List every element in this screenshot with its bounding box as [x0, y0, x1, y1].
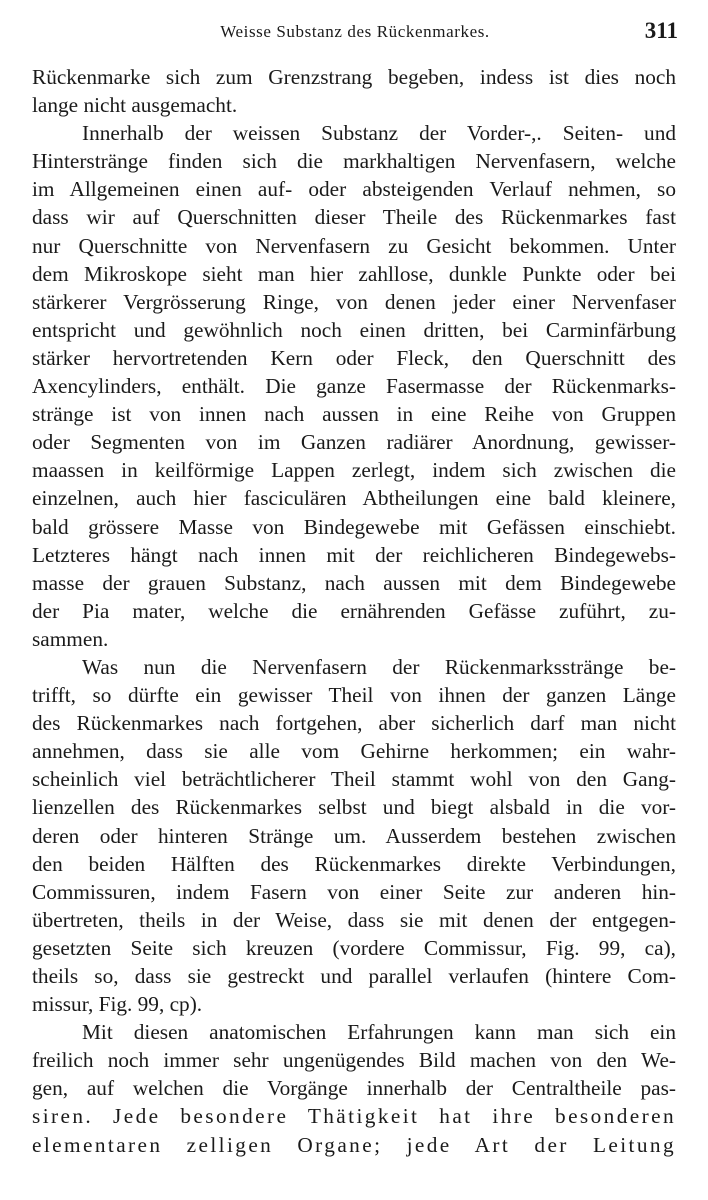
text-line: stränge ist von innen nach aussen in eine Reihe von Gruppen: [32, 402, 676, 427]
paragraph-2: [32, 119, 676, 653]
text-line: übertreten, theils in der Weise, dass sie mit denen der entgegen-: [32, 907, 676, 932]
text-line: scheinlich viel beträchtlicherer Theil stammt wohl von den Gang-: [32, 767, 676, 792]
text-line: trifft, so dürfte ein gewisser Theil von ihnen der ganzen Länge: [32, 683, 676, 708]
page-number: 311: [644, 18, 678, 43]
text-line: annehmen, dass sie alle vom Gehirne herkommen; ein wahr-: [32, 739, 676, 764]
text-line: stärker hervortretenden Kern oder Fleck, den Querschnitt des: [32, 345, 676, 370]
paragraph-4: [32, 1018, 676, 1158]
body-text: [32, 63, 676, 1159]
text-line: oder Segmenten von im Ganzen radiärer Anordnung, gewisser-: [32, 430, 676, 455]
text-line: Was nun die Nervenfasern der Rückenmarksstränge be-: [82, 654, 676, 679]
text-line: Hinterstränge finden sich die markhaltigen Nervenfasern, welche: [32, 149, 676, 174]
text-line: elementaren zelligen Organe; jede Art der Leitung: [32, 1132, 676, 1157]
text-line: Commissuren, indem Fasern von einer Seite zur anderen hin-: [32, 879, 676, 904]
text-line: Letzteres hängt nach innen mit der reichlicheren Bindegewebs-: [32, 542, 676, 567]
running-title: Weisse Substanz des Rückenmarkes.: [220, 22, 490, 41]
text-line: theils so, dass sie gestreckt und parallel verlaufen (hintere Com-: [32, 964, 676, 988]
text-line: Innerhalb der weissen Substanz der Vorder-,. Seiten- und: [82, 121, 676, 146]
text-line: masse der grauen Substanz, nach aussen mit dem Bindegewebe: [32, 570, 676, 595]
text-line: bald grössere Masse von Bindegewebe mit Gefässen einschiebt.: [32, 514, 676, 539]
text-line: des Rückenmarkes nach fortgehen, aber sicherlich darf man nicht: [32, 711, 676, 736]
text-line: dass wir auf Querschnitten dieser Theile des Rückenmarkes fast: [32, 205, 676, 230]
paragraph-1: [32, 63, 676, 119]
text-line: Rückenmarke sich zum Grenzstrang begeben, indess ist dies noch: [32, 65, 676, 89]
text-line: freilich noch immer sehr ungenügendes Bild machen von den We-: [32, 1048, 676, 1073]
text-line: den beiden Hälften des Rückenmarkes direkte Verbindungen,: [32, 851, 676, 876]
text-line: lienzellen des Rückenmarkes selbst und biegt alsbald in die vor-: [32, 795, 676, 820]
page-header: [32, 18, 678, 52]
text-line: einzelnen, auch hier fasciculären Abtheilungen eine bald kleinere,: [32, 486, 676, 511]
text-line: lange nicht ausgemacht.: [32, 93, 238, 118]
text-line: gesetzten Seite sich kreuzen (vordere Commissur, Fig. 99, ca),: [32, 935, 676, 960]
text-line: der Pia mater, welche die ernährenden Gefässe zuführt, zu-: [32, 598, 676, 623]
text-line: stärkerer Vergrösserung Ringe, von denen jeder einer Nervenfaser: [32, 289, 676, 314]
text-line: maassen in keilförmige Lappen zerlegt, indem sich zwischen die: [32, 458, 676, 483]
text-line: sammen.: [32, 626, 109, 651]
text-line: Mit diesen anatomischen Erfahrungen kann man sich ein: [82, 1020, 676, 1045]
text-line: entspricht und gewöhnlich noch einen dritten, bei Carminfärbung: [32, 317, 676, 342]
text-line: gen, auf welchen die Vorgänge innerhalb der Centraltheile pas-: [32, 1076, 676, 1101]
paragraph-3: [32, 653, 676, 1018]
text-line: nur Querschnitte von Nervenfasern zu Gesicht bekommen. Unter: [32, 233, 676, 258]
text-line: dem Mikroskope sieht man hier zahllose, dunkle Punkte oder bei: [32, 261, 676, 286]
text-line: Axencylinders, enthält. Die ganze Fasermasse der Rückenmarks-: [32, 374, 676, 399]
text-line: im Allgemeinen einen auf- oder absteigenden Verlauf nehmen, so: [32, 177, 676, 202]
text-line: missur, Fig. 99, cp).: [32, 992, 203, 1017]
text-line: deren oder hinteren Stränge um. Ausserdem bestehen zwischen: [32, 823, 676, 848]
text-line: siren. Jede besondere Thätigkeit hat ihre besonderen: [32, 1104, 676, 1129]
